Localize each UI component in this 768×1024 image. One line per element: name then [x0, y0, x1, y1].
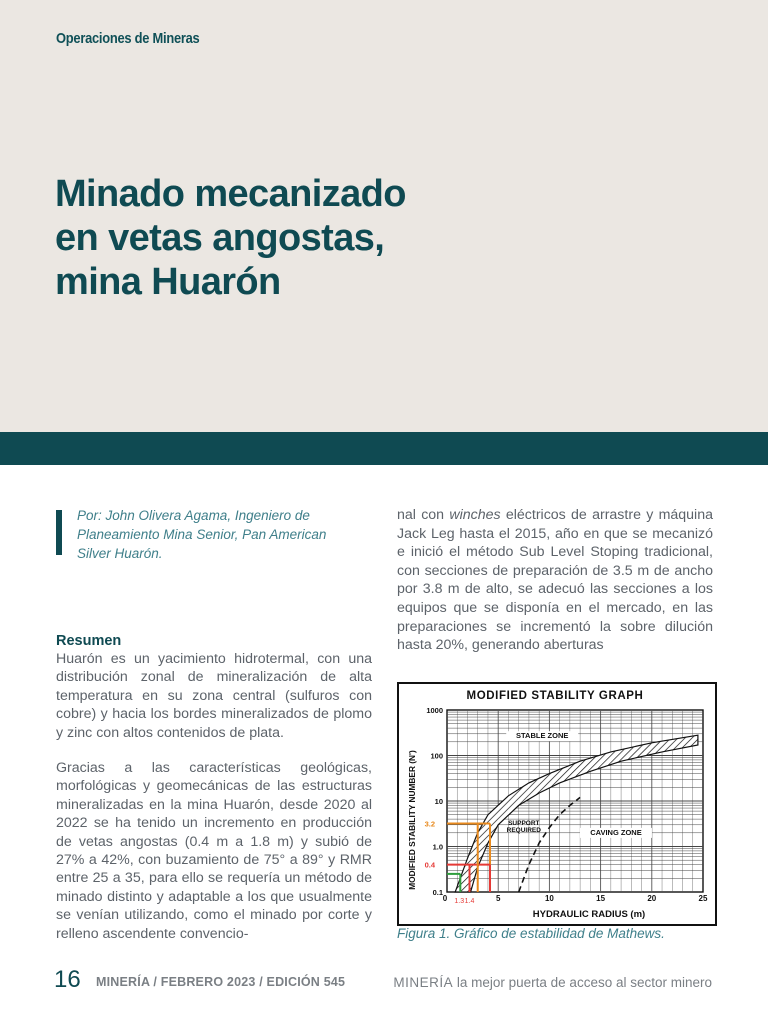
marker-value-label: 1.3: [454, 898, 465, 905]
x-tick-label: 10: [544, 894, 554, 903]
italic-term: winches: [449, 507, 501, 523]
text-fragment: eléctricos de arrastre y máquina Jack Leg hasta el 2015, año en que se mecanizó e inició el método Sub Level Stoping tradicional, con secciones de preparación de 3.5 m de ancho por 3.8 m de alto, se adecuó las secciones a los equipos que se disponía en el mercado, en las preparaciones se incrementó la sobre dilución hasta 20%, generando aberturas: [397, 507, 713, 654]
marker-value-label: 0.4: [424, 860, 435, 870]
zone-label: STABLE ZONE: [516, 731, 569, 741]
title-line: Minado mecanizado: [55, 173, 406, 215]
y-tick-label: 10: [434, 797, 443, 806]
x-axis-label: HYDRAULIC RADIUS (m): [532, 909, 646, 920]
marker-value-label: 1.4: [464, 898, 475, 905]
section-label: Operaciones de Mineras: [56, 30, 200, 47]
chart-title: MODIFIED STABILITY GRAPH: [466, 690, 644, 702]
transition-zone: [455, 735, 698, 892]
byline-accent-bar: [56, 510, 62, 555]
paragraph: Huarón es un yacimiento hidrotermal, con una distribución zonal de mineralización de alta temperatura en su zona central (sulfuros con cobre) y hacia los bordes mineralizados de plomo y zinc con altos contenidos de plata.: [56, 651, 372, 741]
y-tick-label: 100: [430, 751, 443, 761]
paragraph: Gracias a las características geológicas, morfológicas y geomecánicas de las estructuras mineralizadas en la mina Huarón, desde 2020 al 2022 se ha tenido un incremento en producción de vetas angostas (0.4 m a 1.8 m) y subió de 27% a 42%, con buzamiento de 75° a 89° y RMR entre 25 a 35, para ello se requería un método de minado distinto y adaptable a los que usualmente se venían utilizando, como el minado por corte y relleno ascendente convencio-: [56, 760, 372, 942]
figure-caption: Figura 1. Gráfico de estabilidad de Mathews.: [397, 926, 665, 941]
title-line: mina Huarón: [55, 261, 281, 303]
header-band: [0, 432, 768, 465]
right-column: [397, 506, 713, 655]
x-tick-label: 0: [442, 894, 448, 903]
y-tick-label: 1.0: [432, 842, 443, 852]
y-axis-label: MODIFIED STABILITY NUMBER (N'): [407, 750, 417, 890]
footer-tagline: [393, 975, 712, 990]
tagline-text: la mejor puerta de acceso al sector minero: [453, 975, 712, 990]
y-tick-label: 1000: [426, 706, 443, 715]
stability-graph: [399, 684, 711, 920]
x-tick-label: 25: [698, 894, 708, 903]
y-tick-label: 0.1: [432, 888, 443, 897]
x-tick-label: 5: [495, 894, 501, 903]
magazine-info: MINERÍA / FEBRERO 2023 / EDICIÓN 545: [96, 975, 346, 989]
page-number: 16: [54, 966, 81, 993]
resumen-heading: Resumen: [56, 633, 122, 649]
text-fragment: nal con: [397, 507, 450, 523]
zone-label: REQUIRED: [506, 826, 541, 834]
x-tick-label: 20: [647, 894, 657, 903]
left-column: [56, 632, 372, 960]
x-tick-label: 15: [596, 894, 606, 903]
stability-graph-figure: [397, 682, 717, 926]
title-line: en vetas angostas,: [55, 217, 385, 259]
zone-label: CAVING ZONE: [590, 827, 642, 837]
marker-value-label: 3.2: [424, 819, 435, 829]
brand-name: MINERÍA: [393, 975, 454, 990]
zone-label: SUPPORT: [508, 819, 540, 827]
article-title: [55, 172, 515, 304]
byline: Por: John Olivera Agama, Ingeniero de Planeamiento Mina Senior, Pan American Silver Huarón.: [77, 508, 327, 561]
hero-panel: [0, 0, 768, 432]
